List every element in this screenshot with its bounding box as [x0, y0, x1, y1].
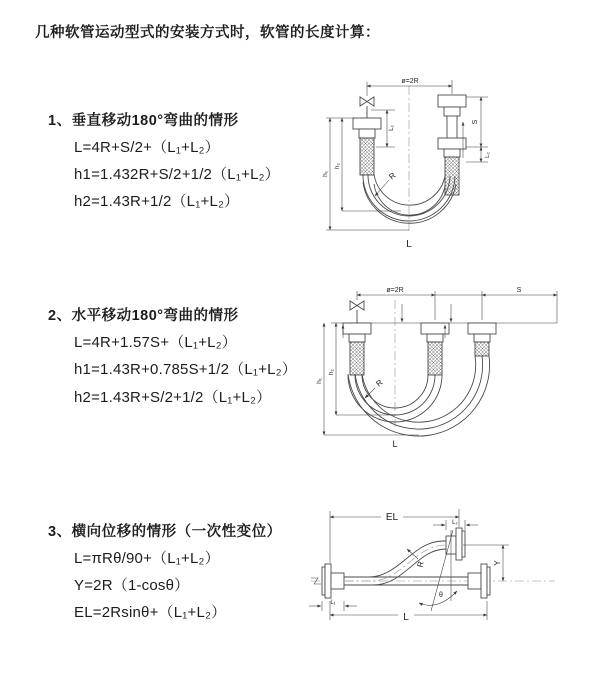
- left-pipe-assembly: [343, 301, 371, 375]
- formula-line: L=πRθ/90+（L₁+L₂）: [74, 550, 220, 567]
- dim-label-l2: L₂: [485, 152, 491, 158]
- length-label: L: [406, 239, 412, 250]
- formula-line: h1=1.432R+S/2+1/2（L₁+L₂）: [74, 166, 280, 183]
- radius-label: R: [374, 377, 385, 389]
- s-curve-hose-displaced: [344, 541, 446, 585]
- radius-label: R: [387, 170, 398, 182]
- left-flange: [322, 564, 344, 598]
- right-pipe-assembly: [438, 95, 466, 195]
- diagram-lateral-displacement: [303, 503, 598, 648]
- formula-line: EL=2Rsinθ+（L₁+L₂）: [74, 604, 227, 621]
- formula-line: h1=1.43R+0.785S+1/2（L₁+L₂）: [74, 361, 297, 378]
- radius-label: R: [415, 560, 426, 569]
- formula-line: L=4R+S/2+（L₁+L₂）: [74, 139, 220, 156]
- section-3-heading: 3、横向位移的情形（一次性变位）: [48, 524, 282, 540]
- dim-label-h2: h₂: [328, 368, 335, 376]
- formula-line: L=4R+1.57S+（L₁+L₂）: [74, 334, 237, 351]
- length-label: L: [403, 612, 409, 623]
- section-2-heading: 2、水平移动180°弯曲的情形: [48, 308, 239, 324]
- right-pipe-assembly: [468, 323, 496, 356]
- length-label: L: [392, 439, 398, 449]
- dim-label-diameter: ø=2R: [401, 78, 419, 85]
- hose-u-bends: [348, 356, 490, 436]
- dim-label-l1: L₁: [330, 600, 336, 606]
- dim-label-diameter: ø=2R: [386, 287, 404, 294]
- section-1-heading: 1、垂直移动180°弯曲的情形: [48, 113, 239, 129]
- page-title: 几种软管运动型式的安装方式时，软管的长度计算：: [35, 25, 380, 41]
- dimension-lines: [309, 509, 509, 623]
- formula-line: Y=2R（1-cosθ）: [74, 577, 190, 594]
- dim-label-s: S: [472, 119, 479, 125]
- dim-label-l1: L₁: [388, 125, 395, 131]
- diagram-horizontal-180-bend: [311, 282, 561, 454]
- formula-line: h2=1.43R+1/2（L₁+L₂）: [74, 193, 240, 210]
- dim-label-h1: h₁: [322, 171, 329, 177]
- dim-label-el: EL: [385, 512, 399, 523]
- right-top-flange: [446, 528, 465, 560]
- left-pipe-assembly: [353, 97, 381, 175]
- angle-label: θ: [439, 592, 443, 599]
- formula-line: h2=1.43R+S/2+1/2（L₁+L₂）: [74, 389, 272, 406]
- dim-label-h2: h₂: [334, 162, 341, 170]
- dim-label-l2: L₂: [452, 520, 458, 526]
- hose-u-bend: [363, 174, 456, 223]
- dim-label-s: S: [516, 287, 522, 294]
- right-bottom-flange: [468, 564, 490, 598]
- dim-label-h1: h₁: [316, 378, 323, 384]
- dim-label-y: Y: [493, 560, 502, 566]
- diagram-vertical-180-bend: [313, 70, 563, 262]
